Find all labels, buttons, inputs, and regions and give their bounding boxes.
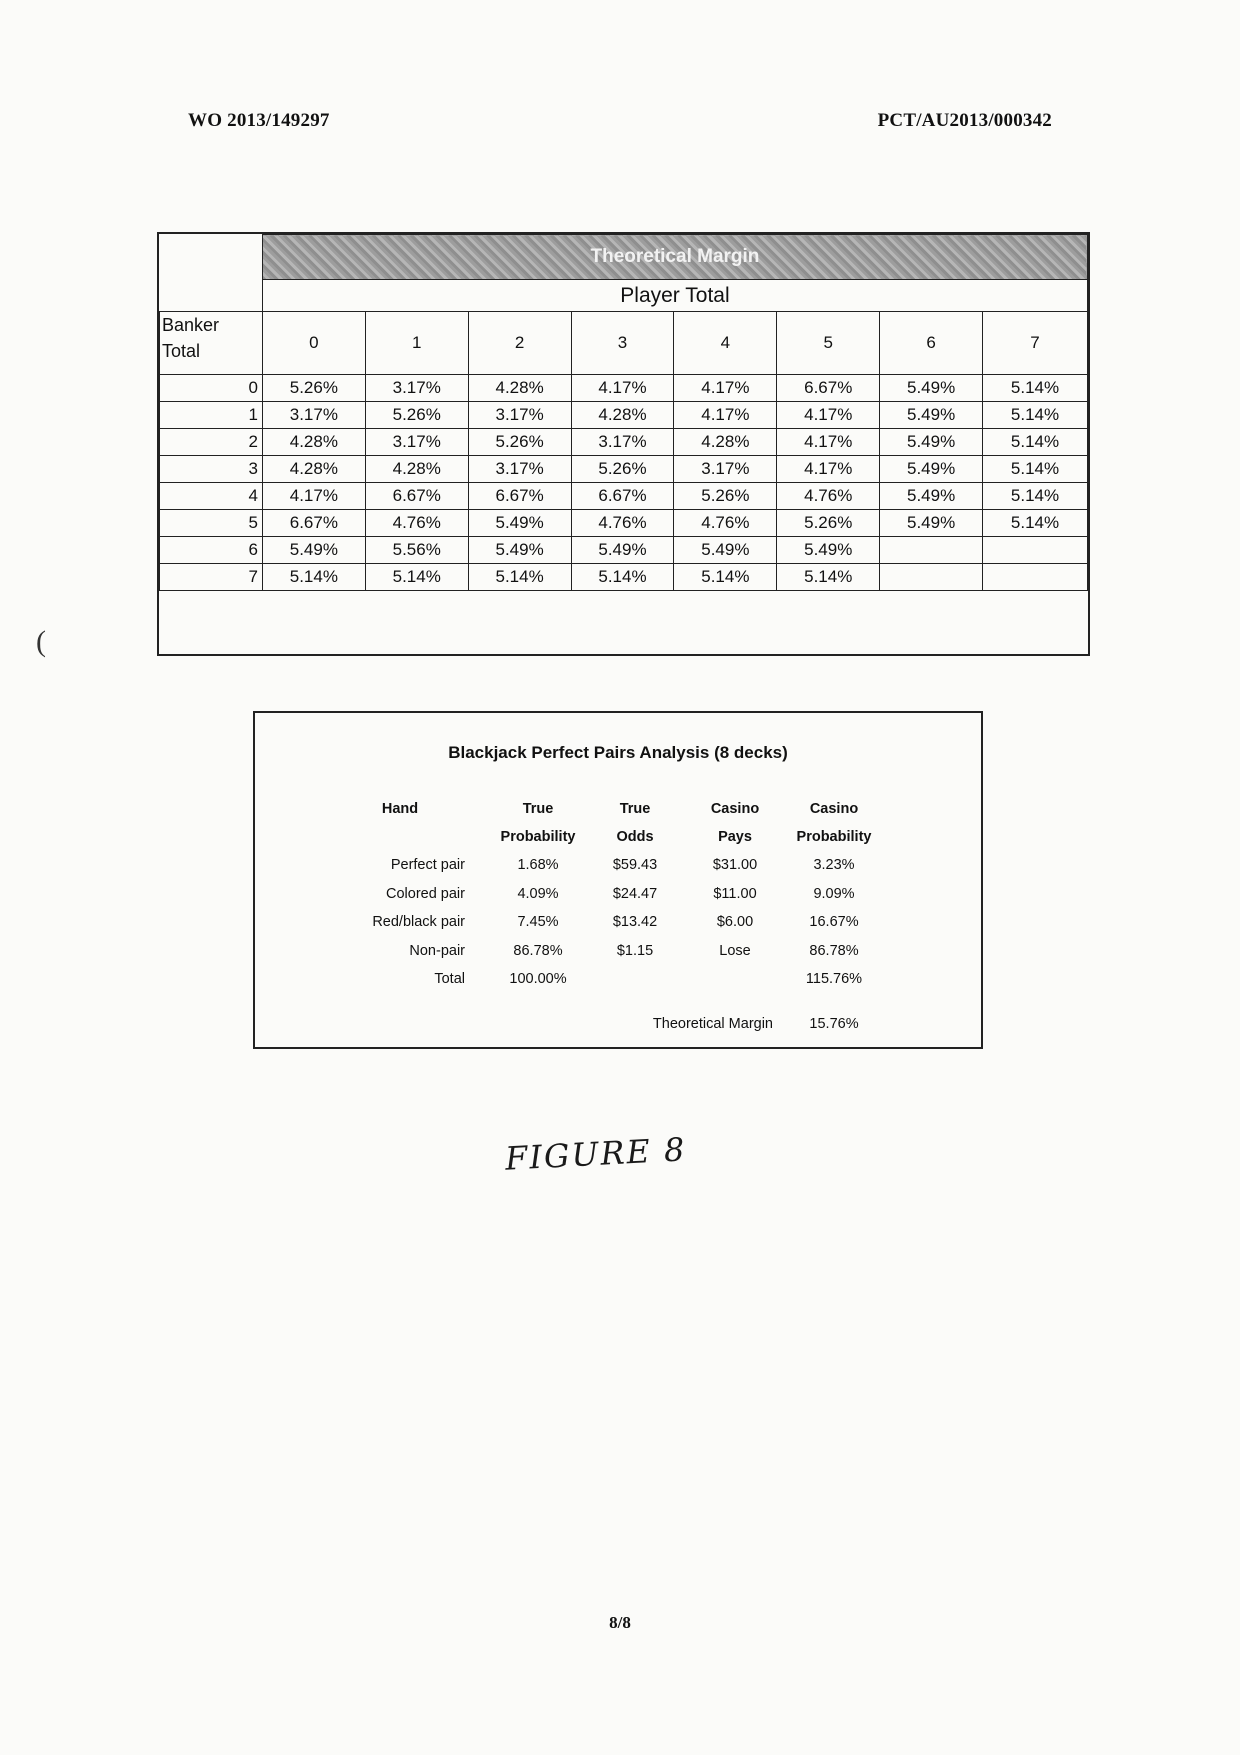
column-header: Casino (710, 801, 760, 817)
margin-cell: 5.14% (468, 564, 571, 591)
banker-total-label (160, 312, 263, 375)
margin-cell: 5.14% (262, 564, 365, 591)
banker-label-line2: Total (162, 341, 201, 361)
margin-cell: 3.17% (468, 456, 571, 483)
margin-cell (880, 537, 983, 564)
theoretical-margin-table-box (157, 232, 1090, 656)
value-cell: $11.00 (713, 885, 757, 902)
banker-total-row-label: 2 (160, 429, 263, 456)
margin-cell: 4.28% (262, 429, 365, 456)
blackjack-analysis-table (335, 795, 881, 1038)
margin-cell: 6.67% (468, 483, 571, 510)
margin-cell: 4.17% (777, 429, 880, 456)
margin-cell: 4.17% (777, 402, 880, 429)
banker-total-row-label: 0 (160, 375, 263, 402)
margin-cell: 4.17% (571, 375, 674, 402)
header-row (335, 823, 881, 851)
player-total-col-7: 7 (983, 312, 1088, 375)
margin-cell: 6.67% (262, 510, 365, 537)
margin-cell: 5.14% (983, 483, 1088, 510)
margin-cell: 4.17% (674, 402, 777, 429)
column-header: Probability (500, 829, 576, 845)
theoretical-margin-value: 15.76% (809, 1015, 859, 1032)
banker-total-row-label: 1 (160, 402, 263, 429)
table-row (160, 456, 1088, 483)
margin-cell: 4.28% (365, 456, 468, 483)
table-row (160, 537, 1088, 564)
value-cell: 16.67% (809, 914, 859, 930)
margin-cell: 5.49% (262, 537, 365, 564)
empty-cell (489, 1010, 587, 1039)
column-header: Pays (718, 829, 752, 845)
hand-name: Non-pair (409, 942, 465, 959)
margin-cell: 5.49% (880, 483, 983, 510)
value-cell: 86.78% (513, 942, 563, 959)
margin-cell: 5.56% (365, 537, 468, 564)
banker-total-row-label: 3 (160, 456, 263, 483)
margin-cell: 5.26% (674, 483, 777, 510)
band-title: Theoretical Margin (262, 235, 1087, 280)
table-row (160, 375, 1088, 402)
table-row (160, 564, 1088, 591)
value-cell: 7.45% (517, 914, 559, 930)
margin-cell: 5.49% (880, 456, 983, 483)
margin-cell: 5.49% (777, 537, 880, 564)
margin-cell: 5.14% (777, 564, 880, 591)
player-total-col-2: 2 (468, 312, 571, 375)
margin-cell: 5.14% (365, 564, 468, 591)
margin-cell: 4.76% (571, 510, 674, 537)
column-header: Casino (809, 801, 859, 817)
player-total-col-4: 4 (674, 312, 777, 375)
theoretical-margin-table (159, 234, 1088, 647)
margin-cell: 6.67% (365, 483, 468, 510)
player-total-col-1: 1 (365, 312, 468, 375)
margin-cell: 3.17% (468, 402, 571, 429)
value-cell: Lose (719, 942, 751, 959)
table-row (335, 880, 881, 909)
margin-cell: 5.49% (880, 429, 983, 456)
margin-cell: 5.14% (983, 402, 1088, 429)
column-header (335, 823, 489, 851)
value-cell: $24.47 (612, 885, 658, 902)
margin-cell (880, 564, 983, 591)
value-cell: 1.68% (517, 857, 559, 873)
value-cell (587, 965, 683, 994)
margin-cell (983, 564, 1088, 591)
banker-total-row-label: 5 (160, 510, 263, 537)
banker-total-row-label: 6 (160, 537, 263, 564)
table-row (335, 937, 881, 966)
player-total-col-5: 5 (777, 312, 880, 375)
margin-cell: 5.26% (365, 402, 468, 429)
value-cell: 3.23% (813, 857, 855, 873)
margin-mark: ( (36, 625, 46, 658)
value-cell: $59.43 (612, 857, 658, 873)
value-cell (683, 965, 787, 994)
player-total-col-6: 6 (880, 312, 983, 375)
margin-cell: 5.14% (983, 429, 1088, 456)
margin-cell: 5.26% (262, 375, 365, 402)
margin-cell: 6.67% (777, 375, 880, 402)
margin-cell: 5.49% (468, 537, 571, 564)
margin-cell: 4.17% (777, 456, 880, 483)
banker-total-row-label: 4 (160, 483, 263, 510)
page-number: 8/8 (609, 1613, 631, 1632)
margin-cell: 5.49% (674, 537, 777, 564)
publication-number: WO 2013/149297 (188, 110, 330, 131)
margin-cell: 3.17% (365, 375, 468, 402)
corner-blank (160, 235, 263, 312)
margin-cell: 4.76% (674, 510, 777, 537)
margin-cell (983, 537, 1088, 564)
table-row (160, 483, 1088, 510)
column-header: Hand (381, 801, 419, 817)
player-total-col-0: 0 (262, 312, 365, 375)
theoretical-margin-row (335, 1010, 881, 1039)
value-cell: $31.00 (712, 857, 758, 873)
value-cell: $6.00 (716, 914, 754, 930)
margin-cell: 5.14% (674, 564, 777, 591)
column-header: Probability (796, 829, 872, 845)
margin-cell: 5.49% (880, 375, 983, 402)
margin-cell: 5.14% (571, 564, 674, 591)
table-row (335, 908, 881, 937)
value-cell: 115.76% (805, 971, 863, 987)
hand-name: Red/black pair (372, 914, 465, 930)
table-footer-space (160, 591, 1088, 648)
margin-cell: 5.49% (571, 537, 674, 564)
table-row (160, 402, 1088, 429)
value-cell: 86.78% (809, 942, 859, 959)
margin-cell: 4.17% (262, 483, 365, 510)
value-cell: $13.42 (612, 914, 658, 930)
value-cell: 100.00% (509, 971, 567, 987)
column-header: True (619, 801, 651, 817)
margin-cell: 4.28% (262, 456, 365, 483)
table-row (160, 510, 1088, 537)
margin-cell: 5.49% (880, 402, 983, 429)
hand-name: Total (434, 971, 465, 987)
application-number: PCT/AU2013/000342 (877, 110, 1052, 131)
margin-cell: 3.17% (365, 429, 468, 456)
margin-cell: 4.76% (777, 483, 880, 510)
margin-cell: 3.17% (571, 429, 674, 456)
theoretical-margin-label: Theoretical Margin (652, 1015, 773, 1032)
value-cell: 4.09% (517, 885, 559, 902)
margin-cell: 4.28% (468, 375, 571, 402)
row-gap (335, 994, 881, 1010)
margin-cell: 5.26% (468, 429, 571, 456)
blackjack-analysis-box (253, 711, 983, 1049)
margin-cell: 4.28% (674, 429, 777, 456)
hand-name: Colored pair (386, 885, 465, 902)
banker-label-line1: Banker (162, 315, 220, 335)
margin-cell: 5.49% (880, 510, 983, 537)
margin-cell: 3.17% (262, 402, 365, 429)
blackjack-title: Blackjack Perfect Pairs Analysis (8 decks) (448, 743, 788, 762)
table-row (160, 429, 1088, 456)
column-header: Odds (616, 829, 654, 845)
table-row (335, 851, 881, 880)
margin-cell: 5.49% (468, 510, 571, 537)
empty-cell (335, 1010, 489, 1039)
margin-cell: 5.26% (571, 456, 674, 483)
table-row (335, 965, 881, 994)
margin-cell: 5.14% (983, 375, 1088, 402)
margin-cell: 4.17% (674, 375, 777, 402)
margin-cell: 4.28% (571, 402, 674, 429)
hand-name: Perfect pair (390, 857, 465, 873)
column-header: True (522, 801, 554, 817)
value-cell: 9.09% (813, 885, 855, 902)
margin-cell: 4.76% (365, 510, 468, 537)
header-row (335, 795, 881, 823)
margin-cell: 3.17% (674, 456, 777, 483)
figure-label: FIGURE 8 (504, 1130, 688, 1178)
player-total-col-3: 3 (571, 312, 674, 375)
margin-cell: 5.14% (983, 456, 1088, 483)
margin-cell: 6.67% (571, 483, 674, 510)
value-cell: $1.15 (616, 942, 654, 959)
banker-total-row-label: 7 (160, 564, 263, 591)
player-total-label: Player Total (262, 280, 1087, 312)
margin-cell: 5.14% (983, 510, 1088, 537)
margin-cell: 5.26% (777, 510, 880, 537)
